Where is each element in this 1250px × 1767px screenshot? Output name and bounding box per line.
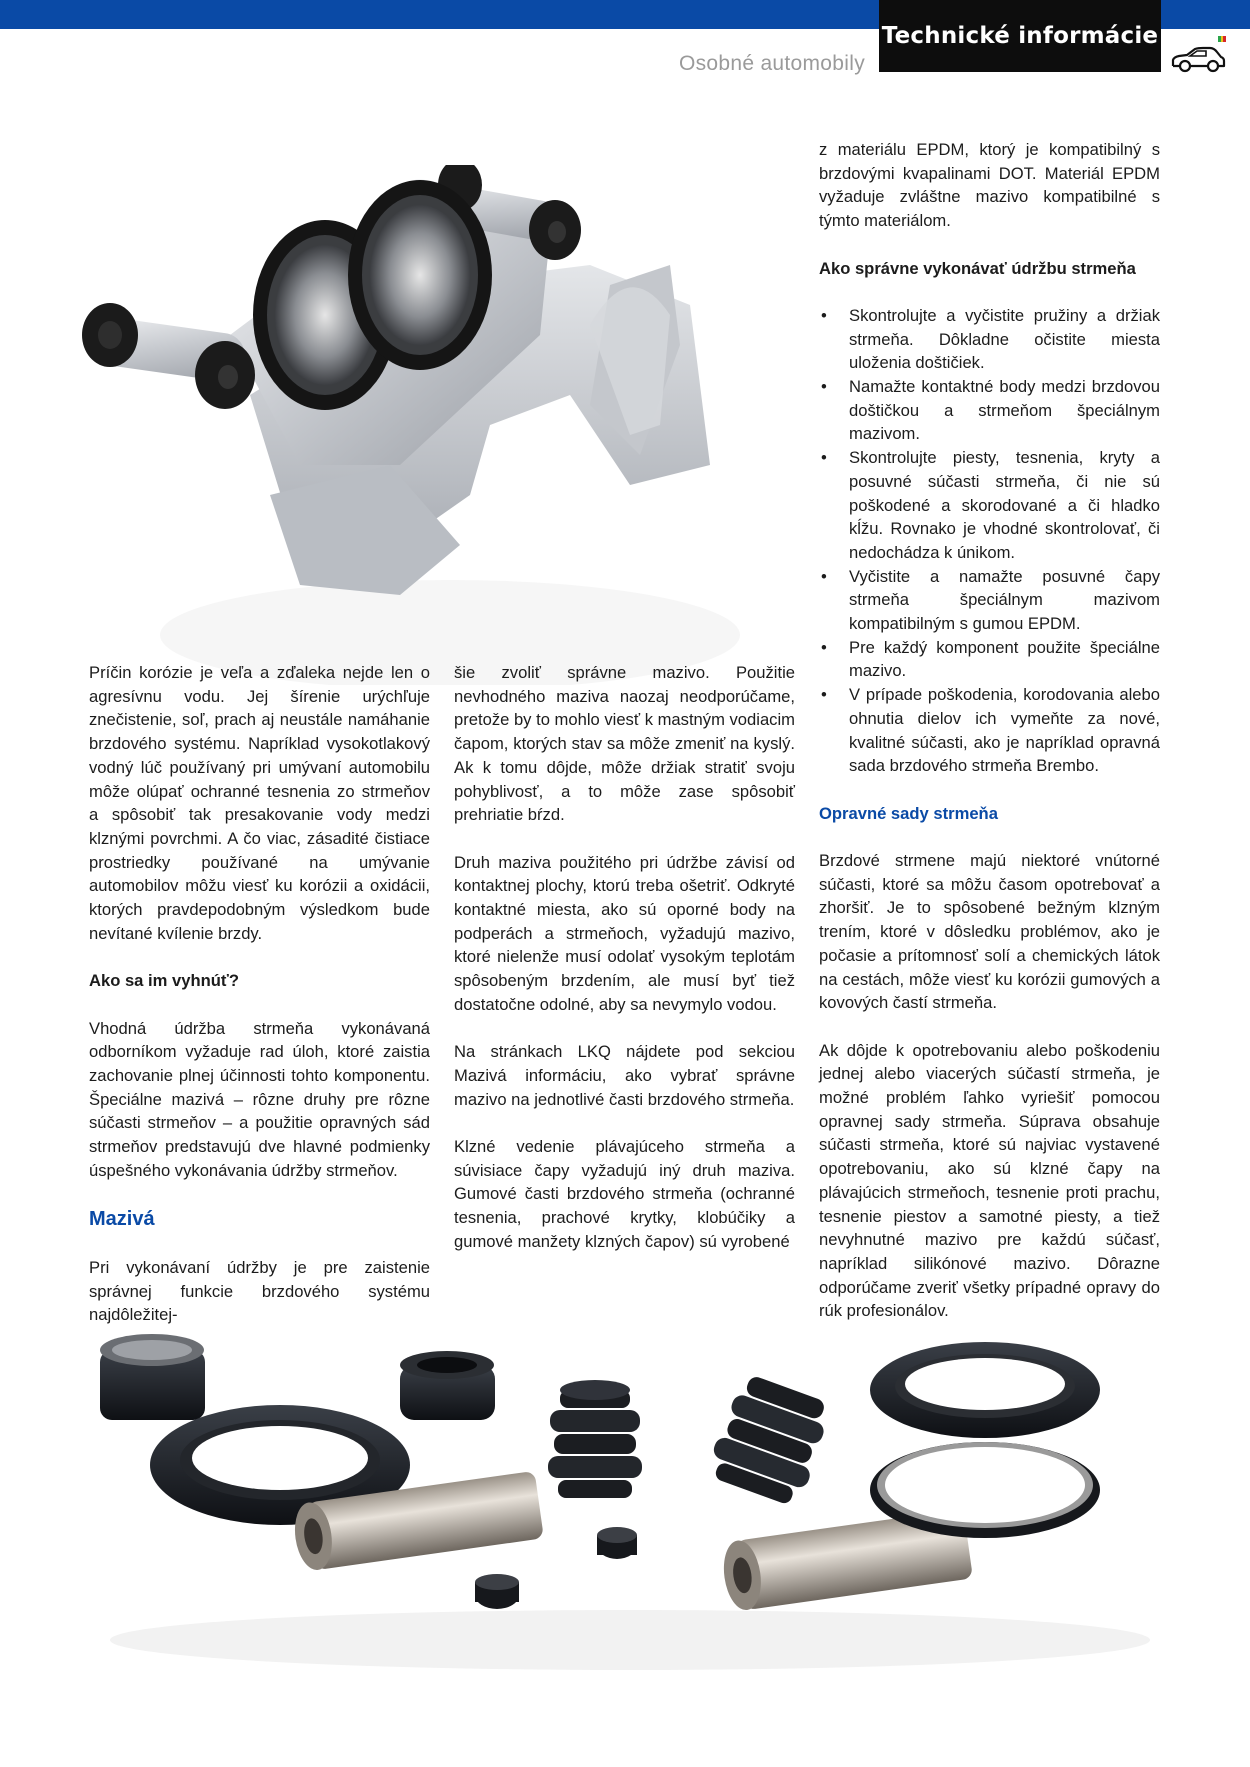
flag-icon xyxy=(1218,36,1226,42)
list-item: • Skontrolujte a vyčistite pružiny a držiak strmeňa. Dôkladne očistite miesta uloženia doštičiek. xyxy=(819,304,1160,375)
text-column-1 xyxy=(89,661,430,1327)
list-item: • Vyčistite a namažte posuvné čapy strmeňa špeciálnym mazivom kompatibilným s gumou EPDM. xyxy=(819,565,1160,636)
section-tag: Technické informácie xyxy=(879,0,1161,72)
brake-caliper-image xyxy=(70,165,770,685)
subheading: Opravné sady strmeňa xyxy=(819,803,998,823)
list-item: • Pre každý komponent použite špeciálne mazivo. xyxy=(819,636,1160,683)
list-item: • Skontrolujte piesty, tesnenia, kryty a posuvné súčasti strmeňa, či nie sú poškodené a skorodované a či hladko kĺžu. Rovnako je vhodné skontrolovať, či nedochádza k únikom. xyxy=(819,446,1160,565)
paragraph: z materiálu EPDM, ktorý je kompatibilný s brzdovými kvapalinami DOT. Materiál EPDM vyžaduje zvláštne mazivo kompatibilné s týmto materiálom. xyxy=(819,140,1160,231)
paragraph: šie zvoliť správne mazivo. Použitie nevhodného maziva naozaj neodporúčame, pretože by to mohlo viesť k mastným vodiacim čapom, ktorých stav sa môže zmeniť na kyslý. Ak k tomu dôjde, môže držiak stratiť svoju pohyblivosť, a to môže zase spôsobiť prehriatie bŕzd. xyxy=(454,663,795,825)
text-column-3 xyxy=(819,138,1160,1323)
car-icon xyxy=(1170,46,1226,74)
paragraph: Klzné vedenie plávajúceho strmeňa a súvisiace čapy vyžadujú iný druh maziva. Gumové časti brzdového strmeňa (ochranné tesnenia, prachové krytky, klobúčiky a gumové manžety klzných čapov) sú vyrobené xyxy=(454,1137,795,1251)
list-item: • Namažte kontaktné body medzi brzdovou doštičkou a strmeňom špeciálnym mazivom. xyxy=(819,375,1160,446)
paragraph: Vhodná údržba strmeňa vykonávaná odborníkom vyžaduje rad úloh, ktoré zaistia zachovanie plnej účinnosti tohto komponentu. Špeciálne mazivá – rôzne druhy pre rôzne súčasti strmeňov – a použitie opravných sád strmeňov predstavujú dve hlavné podmienky úspešného vykonávania údržby strmeňov. xyxy=(89,1018,430,1180)
maintenance-list xyxy=(819,304,1160,778)
paragraph: Brzdové strmene majú niektoré vnútorné súčasti, ktoré sa môžu časom opotrebovať a zhoršiť. Je to spôsobené bežným klzným trením, ktoré v dôsledku problémov, ako je počasie a prítomnosť solí a chemických látok na cestách, môže viesť ku korózii gumových a kovových častí strmeňa. xyxy=(819,851,1160,1013)
paragraph: Ak dôjde k opotrebovaniu alebo poškodeniu jednej alebo viacerých súčastí strmeňa, je možné problém ľahko vyriešiť pomocou opravnej sady strmeňa. Súprava obsahuje súčasti strmeňa, ktoré sú najviac vystavené opotrebovaniu, ako sú klzné čapy na plávajúcich strmeňoch, tesnenie proti prachu, tesnenie piestov a samotné piesty, a tiež nevyhnutné mazivo pre každú súčasť, napríklad silikónové mazivo. Dôrazne odporúčame zveriť všetky prípadné opravy do rúk profesionálov. xyxy=(819,1040,1160,1321)
text-column-2 xyxy=(454,661,795,1254)
repair-kit-parts-image xyxy=(80,1320,1180,1680)
section-heading: Mazivá xyxy=(89,1208,155,1231)
subheading: Ako správne vykonávať údržbu strmeňa xyxy=(819,258,1136,278)
paragraph: Príčin korózie je veľa a zďaleka nejde len o agresívnu vodu. Jej šírenie urýchľuje znečistenie, soľ, prach aj neustále namáhanie brzdového systému. Napríklad vysokotlakový vodný lúč používaný pri umývaní automobilu môže olúpať ochranné tesnenia zo strmeňov a spôsobiť tak presakovanie vody medzi klznými povrchmi. A čo viac, zásadité čistiace prostriedky používané na umývanie automobilov môžu viesť ku korózii a oxidácii, ktorých pravdepodobným výsledkom bude nevítané kvílenie brzdy. xyxy=(89,663,430,943)
list-item: • V prípade poškodenia, korodovania alebo ohnutia dielov ich vymeňte za nové, kvalitné súčasti, ako je napríklad opravná sada brzdového strmeňa Brembo. xyxy=(819,683,1160,778)
paragraph: Na stránkach LKQ nájdete pod sekciou Mazivá informáciu, ako vybrať správne mazivo na jednotlivé časti brzdového strmeňa. xyxy=(454,1042,795,1109)
paragraph: Druh maziva použitého pri údržbe závisí od kontaktnej plochy, ktorú treba ošetriť. Odkryté kontaktné miesta, ako sú oporné body na podperách a strmeňoch, vyžadujú mazivo, ktoré nielenže musí odolať vysokým teplotám spôsobeným brzdením, ale musí byť tiež dostatočne odolné, aby sa nevymylo vodou. xyxy=(454,852,795,1014)
subheading: Ako sa im vyhnúť? xyxy=(89,971,239,991)
page-subtitle: Osobné automobily xyxy=(678,52,865,75)
paragraph: Pri vykonávaní údržby je pre zaistenie správnej funkcie brzdového systému najdôležitej- xyxy=(89,1257,430,1325)
